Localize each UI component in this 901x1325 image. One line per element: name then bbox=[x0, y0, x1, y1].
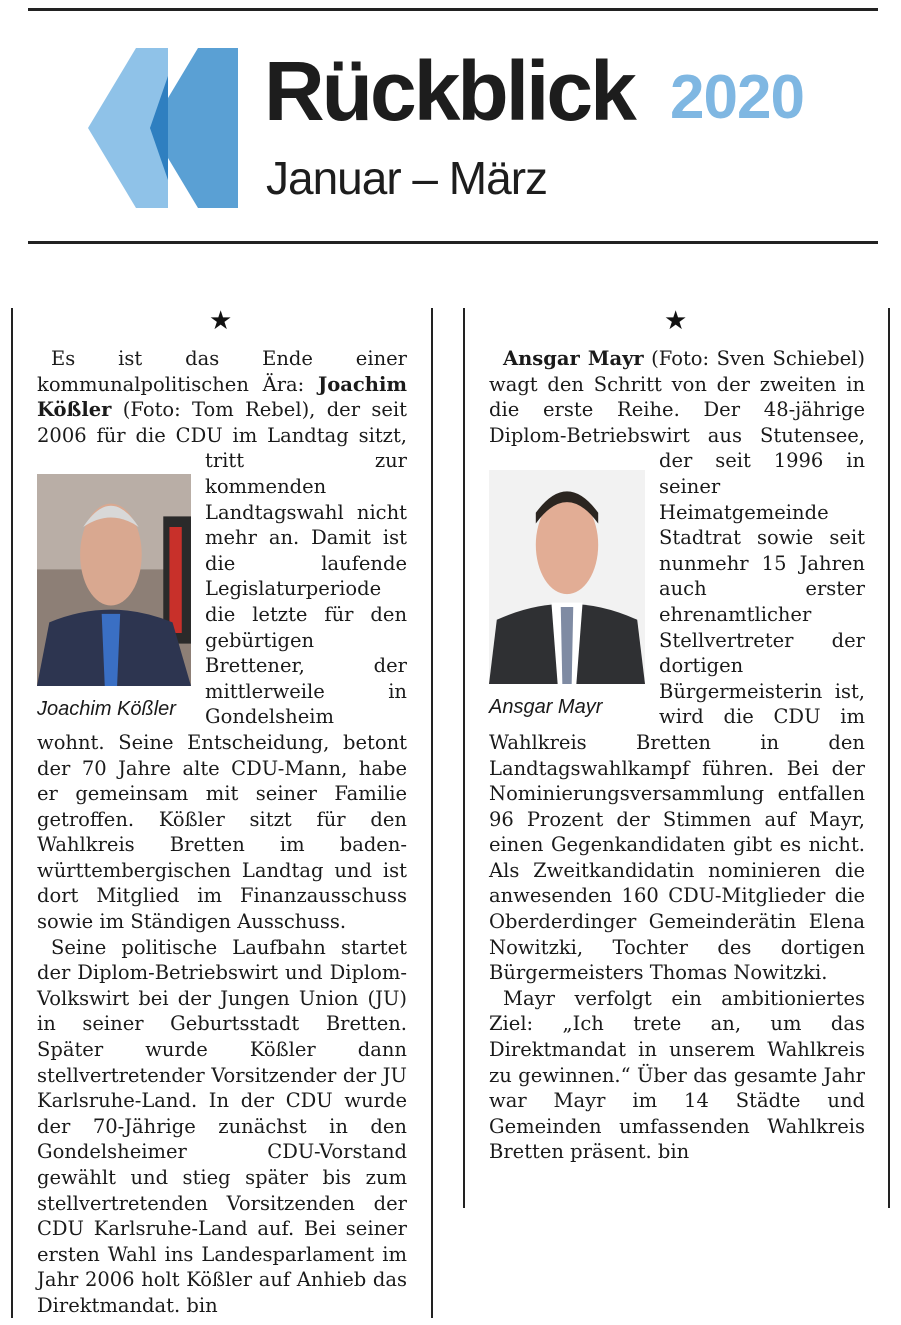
person-name: Ansgar Mayr bbox=[503, 347, 644, 370]
text-span: kommenden Landtagswahl nicht mehr an. Damit ist die laufende Legislaturperiode die letzte für den gebürtigen Brettener, der mittlerweile in Gondelsheim wohnt. Seine Entscheidung, betont der 70 Jahre alte CDU-Mann, habe er gemeinsam mit seiner Familie getroffen. Kößler sitzt für den Wahlkreis Bretten im baden-württembergischen Landtag und ist dort Mitglied im Finanzausschuss sowie im Ständigen Ausschuss. bbox=[37, 474, 407, 934]
year-label: 2020 bbox=[670, 63, 804, 132]
double-chevron-left-icon bbox=[88, 48, 253, 208]
column-border-right bbox=[888, 308, 890, 1208]
photo-caption: Joachim Kößler bbox=[37, 698, 176, 721]
article-kossler bbox=[37, 346, 407, 1319]
column-border-middle-right bbox=[463, 308, 465, 1208]
article-mayr bbox=[489, 346, 865, 1165]
column-border-left bbox=[11, 308, 13, 1318]
portrait-photo bbox=[489, 470, 645, 720]
paragraph: Seine politische Laufbahn startet der Diplom-Betriebswirt und Diplom-Volkswirt bei der Jungen Union (JU) in seiner Geburtsstadt Bretten. Später wurde Kößler dann stellvertretender Vorsitzender der JU Karlsruhe-Land. In der CDU wurde der 70-Jährige zunächst in den Gondelsheimer CDU-Vorstand gewählt und stieg später bis zum stellvertretenden Vorsitzenden der CDU Karlsruhe-Land auf. Bei seiner ersten Wahl ins Landesparlament im Jahr 2006 holt Kößler auf Anhieb das Direktmandat. bin bbox=[37, 935, 407, 1317]
paragraph: Mayr verfolgt ein ambitioniertes Ziel: „Ich trete an, um das Direktmandat in unserem Wahlkreis zu gewinnen.“ Über das gesamte Jahr war Mayr im 14 Städte und Gemeinden umfassenden Wahlkreis Bretten präsent. bin bbox=[489, 986, 865, 1164]
period-subtitle: Januar – März bbox=[266, 152, 548, 204]
paragraph bbox=[489, 346, 865, 986]
portrait-photo bbox=[37, 474, 191, 722]
column-border-middle-left bbox=[431, 308, 433, 1318]
paragraph bbox=[37, 346, 407, 935]
text-span: Es ist das Ende einer kommunalpolitischen Ära: bbox=[37, 347, 407, 396]
page-title: Rückblick bbox=[264, 44, 634, 138]
star-icon: ★ bbox=[664, 306, 688, 336]
text-span: (Foto: Tom Rebel), der seit 2006 für die CDU im Landtag sitzt, tritt zur bbox=[37, 398, 407, 473]
photo-caption: Ansgar Mayr bbox=[489, 696, 603, 719]
person-name: Joachim Kößler bbox=[37, 372, 407, 422]
bottom-rule bbox=[28, 241, 878, 244]
top-rule bbox=[28, 8, 878, 11]
text-span: (Foto: Sven Schiebel) wagt den Schritt von der zweiten in die erste Reihe. Der 48-jährige Diplom-Betriebswirt aus bbox=[489, 347, 865, 447]
star-icon: ★ bbox=[209, 306, 233, 336]
portrait-image bbox=[489, 470, 645, 684]
text-span: Stutensee, der seit 1996 in seiner Heimatgemeinde Stadtrat sowie seit nunmehr 15 Jahren auch erster ehrenamtlicher Stellvertreter der dortigen Bürgermeisterin ist, wird die CDU im Wahlkreis Bretten in den Landtagswahlkampf führen. Bei der Nominierungsversammlung entfallen 96 Prozent der Stimmen auf Mayr, einen Gegenkandidaten gibt es nicht. Als Zweitkandidatin nominieren die anwesenden 160 CDU-Mitglieder die Oberderdinger Gemeinderätin Elena Nowitzki, Tochter des dortigen Bürgermeisters Thomas Nowitzki. bbox=[489, 423, 865, 985]
portrait-image bbox=[37, 474, 191, 686]
